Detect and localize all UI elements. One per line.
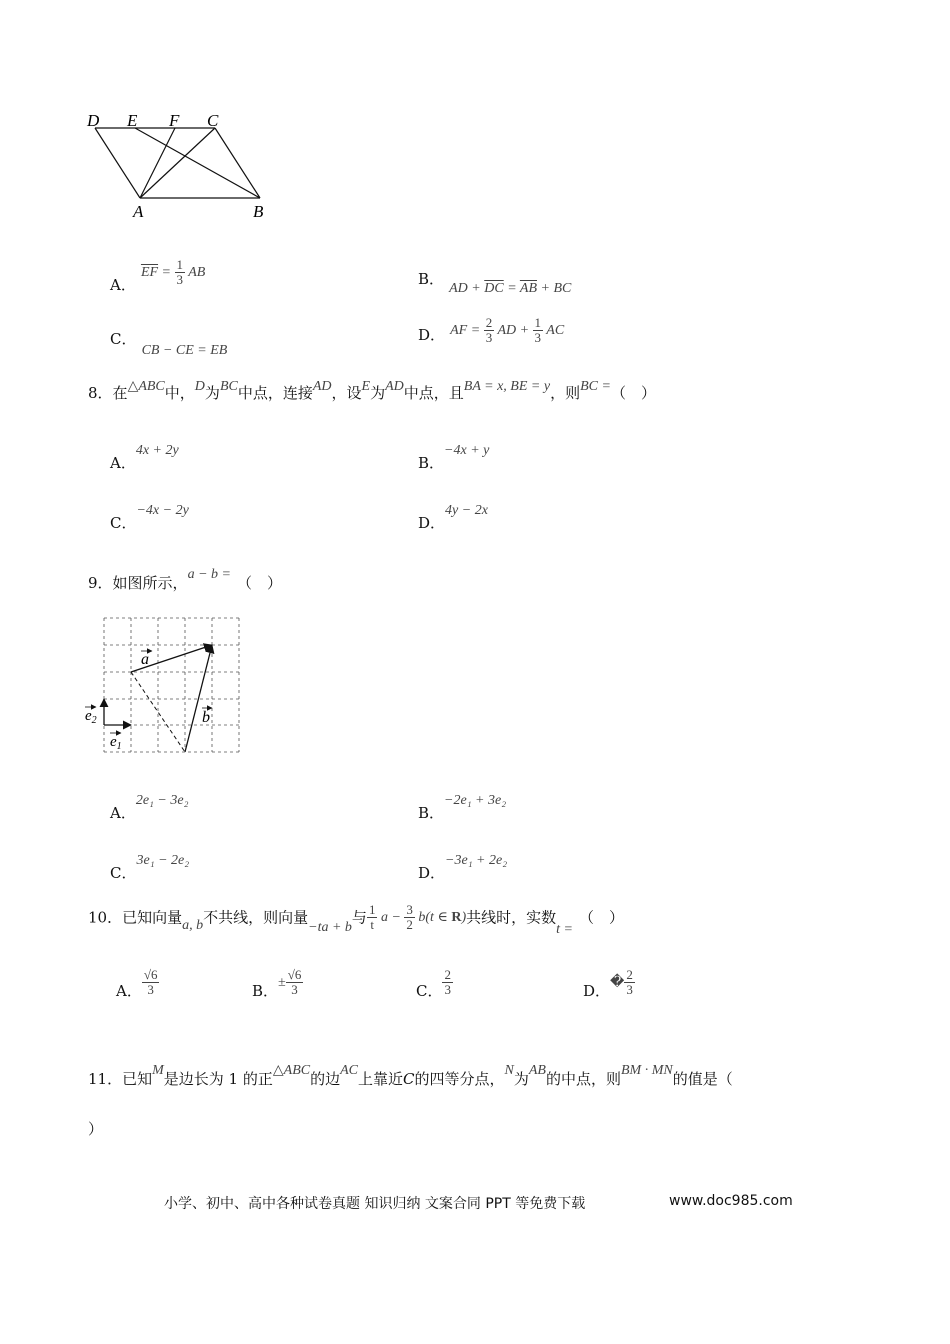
q9-option-b[interactable] bbox=[418, 788, 507, 822]
parallelogram-figure bbox=[85, 108, 285, 223]
option-expr: 3e₁ − 2e₂ bbox=[136, 853, 190, 868]
option-label: B． bbox=[418, 454, 445, 472]
option-label: A． bbox=[116, 981, 142, 1000]
q9-option-d[interactable] bbox=[418, 848, 508, 882]
q9-option-a[interactable] bbox=[110, 788, 189, 822]
option-label: C． bbox=[110, 514, 137, 532]
option-label: C． bbox=[110, 864, 137, 882]
q10-option-d[interactable] bbox=[583, 967, 635, 1000]
option-label: B． bbox=[418, 270, 445, 288]
option-label: A． bbox=[110, 454, 136, 472]
q8-option-b[interactable] bbox=[418, 438, 490, 472]
q7-option-a[interactable] bbox=[110, 257, 206, 294]
q10-option-a[interactable] bbox=[116, 967, 159, 1000]
q8-option-d[interactable] bbox=[418, 498, 488, 532]
q7-option-d[interactable] bbox=[418, 316, 564, 345]
q9-stem: 9．如图所示，a − b = （ ） bbox=[88, 567, 282, 592]
option-label: D． bbox=[418, 325, 446, 344]
option-expr: −3e₁ + 2e₂ bbox=[445, 853, 508, 868]
option-label: B． bbox=[252, 981, 279, 1000]
option-label: D． bbox=[583, 981, 611, 1000]
option-expr: AD + $\overline{DC} = \overline{AB}$ + BC bbox=[449, 281, 572, 296]
option-expr: −4x + y bbox=[444, 443, 490, 458]
label-a: A bbox=[133, 202, 144, 221]
q8-option-c[interactable] bbox=[110, 498, 189, 532]
footer-left: 小学、初中、高中各种试卷真题 知识归纳 文案合同 PPT 等免费下载 bbox=[164, 1196, 586, 1212]
label-c: C bbox=[207, 111, 219, 130]
option-expr: −2e₁ + 3e₂ bbox=[444, 793, 507, 808]
option-expr: � $\frac{2}{3}$ bbox=[610, 967, 633, 997]
option-expr: 4x + 2y bbox=[135, 443, 179, 458]
option-label: A． bbox=[110, 804, 136, 822]
label-f: F bbox=[169, 111, 180, 130]
vector-e2-label: $e_2$ bbox=[85, 708, 97, 726]
label-e: E bbox=[127, 111, 138, 130]
option-label: B． bbox=[418, 804, 445, 822]
q9-option-c[interactable] bbox=[110, 848, 190, 882]
option-expr: $\frac{2}{3}$ bbox=[444, 967, 451, 997]
option-label: C． bbox=[416, 981, 443, 1000]
q7-option-c[interactable] bbox=[110, 328, 228, 358]
q7-option-b[interactable] bbox=[418, 268, 572, 296]
option-expr: 4y − 2x bbox=[445, 503, 488, 518]
q11-stem-line2: ） bbox=[88, 1120, 104, 1138]
option-expr: −4x − 2y bbox=[136, 503, 189, 518]
q10-stem: 10．已知向量a, b不共线，则向量−ta + b与 $\frac{1}{t}$ a − $\frac{3}{2}$ b(t ∈ R)共线时，实数t =（ ） bbox=[88, 902, 624, 937]
q8-option-a[interactable] bbox=[110, 438, 179, 472]
q10-option-b[interactable] bbox=[252, 967, 303, 1000]
vector-e1-label: $e_1$ bbox=[110, 734, 122, 752]
option-expr: $\frac{√6}{3}$ bbox=[143, 967, 158, 997]
option-label: A． bbox=[110, 275, 136, 294]
option-expr: AF = $\frac{2}{3}$ AD + $\frac{1}{3}$ AC bbox=[450, 315, 565, 345]
option-expr: 2e₁ − 3e₂ bbox=[135, 793, 189, 808]
q10-option-c[interactable] bbox=[416, 967, 453, 1000]
q8-stem: 8．在△ABC中，D为BC中点，连接AD，设E为AD中点，且BA = x, BE = y，则BC =（ ） bbox=[88, 379, 656, 402]
label-d: D bbox=[87, 111, 100, 130]
option-label: D． bbox=[418, 514, 446, 532]
footer-link[interactable]: www.doc985.com bbox=[669, 1193, 793, 1209]
vector-b-label: b bbox=[202, 709, 210, 726]
q11-stem: 11．已知M是边长为 1 的正△ABC的边AC上靠近C的四等分点，N为AB的中点，则BM · MN的值是（ bbox=[88, 1063, 733, 1088]
option-expr: ± $\frac{√6}{3}$ bbox=[278, 967, 302, 997]
option-expr: $\overline{EF}$ = $\frac{1}{3}$ AB bbox=[140, 257, 206, 287]
option-label: C． bbox=[110, 330, 137, 348]
option-label: D． bbox=[418, 864, 446, 882]
option-expr: CB − CE = EB bbox=[141, 343, 228, 358]
vector-grid-figure bbox=[84, 612, 254, 757]
label-b: B bbox=[253, 202, 264, 221]
vector-a-label: a bbox=[141, 651, 149, 668]
